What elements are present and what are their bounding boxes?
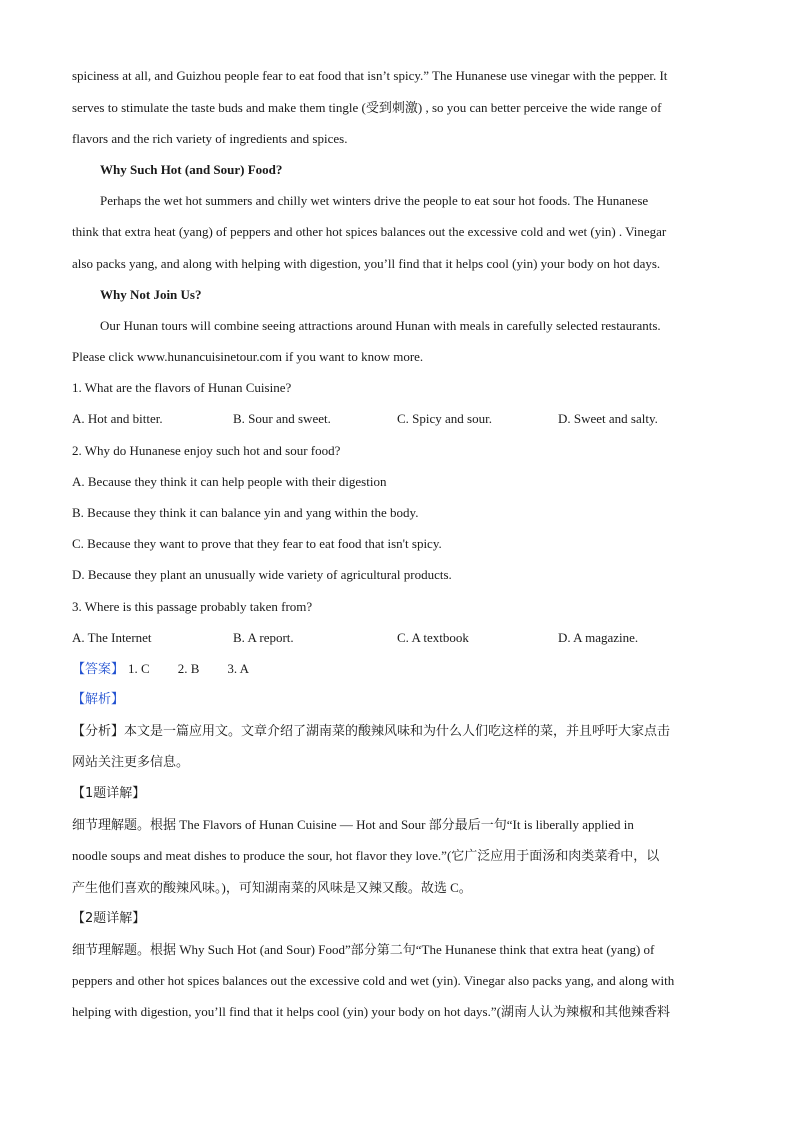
q2-detail-line: peppers and other hot spices balances out the excessive cold and wet (yin). Vinegar also packs yang, and along with [72,973,675,988]
answer-label: 【答案】 [72,662,125,677]
answer-item: 3. A [227,661,250,676]
answer-line [72,660,732,679]
option-b: B. Sour and sweet. [233,411,331,426]
option-b: B. A report. [233,630,294,645]
question-text: 3. Where is this passage probably taken from? [72,599,313,614]
question-text: 1. What are the flavors of Hunan Cuisine? [72,380,292,395]
q2-detail-line: helping with digestion, you’ll find that it helps cool (yin) your body on hot days.”(湖南人认为辣椒和其他辣香料 [72,1004,670,1019]
answer-item: 1. C [128,661,150,676]
q1-detail-line: 产生他们喜欢的酸辣风味。)，可知湖南菜的风味是又辣又酸。故选 C。 [72,880,472,895]
passage-line: spiciness at all, and Guizhou people fear to eat food that isn’t spicy.” The Hunanese use vinegar with the pepper. It [72,68,668,83]
section-heading: Why Not Join Us? [100,287,202,302]
option-d: D. A magazine. [558,630,639,645]
passage-line: Perhaps the wet hot summers and chilly wet winters drive the people to eat sour hot foods. The Hunanese [100,193,649,208]
q2-detail-line: 细节理解题。根据 Why Such Hot (and Sour) Food”部分第二句“The Hunanese think that extra heat (yang) of [72,942,655,957]
answer-item: 2. B [177,661,200,676]
option-d: D. Because they plant an unusually wide variety of agricultural products. [72,567,452,582]
option-d: D. Sweet and salty. [558,411,658,426]
option-b: B. Because they think it can balance yin and yang within the body. [72,505,419,520]
section-heading: Why Such Hot (and Sour) Food? [100,162,283,177]
option-a: A. Hot and bitter. [72,411,163,426]
q1-detail-line: 细节理解题。根据 The Flavors of Hunan Cuisine — Hot and Sour 部分最后一句“It is liberally applied in [72,817,634,832]
analysis-summary-line: 【分析】本文是一篇应用文。文章介绍了湖南菜的酸辣风味和为什么人们吃这样的菜，并且呼吁大家点击 [72,724,671,739]
q1-detail-line: noodle soups and meat dishes to produce the sour, hot flavor they love.”(它广泛应用于面汤和肉类菜肴中，以 [72,848,660,863]
option-c: C. A textbook [397,630,469,645]
option-a: A. The Internet [72,630,152,645]
question-text: 2. Why do Hunanese enjoy such hot and sour food? [72,443,341,458]
passage-line: Our Hunan tours will combine seeing attractions around Hunan with meals in carefully selected restaurants. [100,318,661,333]
passage-line: also packs yang, and along with helping with digestion, you’ll find that it helps cool (yin) your body on hot days. [72,256,661,271]
passage-line: flavors and the rich variety of ingredients and spices. [72,131,348,146]
passage-line: Please click www.hunancuisinetour.com if you want to know more. [72,349,424,364]
passage-line: serves to stimulate the taste buds and make them tingle (受到刺激) , so you can better perceive the wide range of [72,100,662,115]
option-c: C. Spicy and sour. [397,411,492,426]
option-a: A. Because they think it can help people with their digestion [72,474,387,489]
passage-line: think that extra heat (yang) of peppers and other hot spices balances out the excessive cold and wet (yin) . Vinegar [72,224,667,239]
q2-detail-label: 【2题详解】 [72,911,146,926]
analysis-summary-line: 网站关注更多信息。 [72,755,190,770]
analysis-label: 【解析】 [72,692,125,707]
q1-detail-label: 【1题详解】 [72,786,146,801]
option-c: C. Because they want to prove that they fear to eat food that isn't spicy. [72,536,442,551]
